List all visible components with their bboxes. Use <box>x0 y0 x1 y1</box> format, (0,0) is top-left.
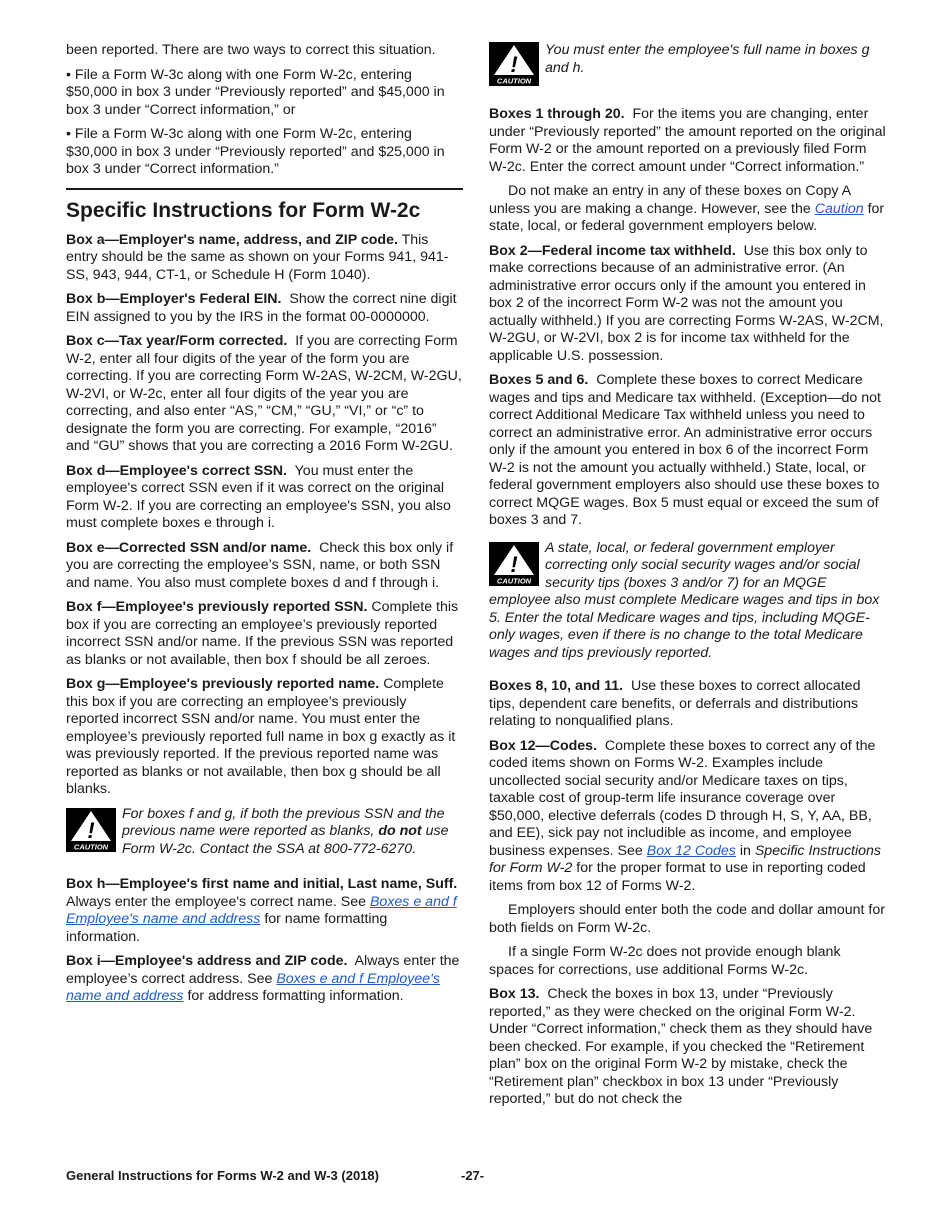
employers-paragraph: Employers should enter both the code and dollar amount for both fields on Form W-2c. <box>489 902 885 936</box>
section-heading: Specific Instructions for Form W-2c <box>66 198 421 222</box>
box-d-paragraph: Box d—Employee's correct SSN. You must enter the employee's correct SSN even if it was correct on the original Form W-2. If you are correcting an employee's SSN, you also must complete boxes e through i. <box>66 462 451 531</box>
right-column <box>489 42 886 1116</box>
box-2-paragraph: Box 2—Federal income tax withheld. Use this box only to make corrections because of an administrative error. (An administrative error occurs only if the amount you entered in box 2 of the incorrect Form W-2 was not the amount you actually withheld.) If you are correcting Forms W-2AS, W-2CM, W-2GU, or W-2VI, box 2 is for income tax withheld for the applicable U.S. possession. <box>489 242 884 364</box>
bullet-item: • File a Form W-3c along with one Form W-2c, entering $30,000 in box 3 under “Previously reported” and $25,000 in box 3 under “Correct information.” <box>66 126 445 177</box>
page-footer <box>66 1168 886 1183</box>
boxes-5-6-paragraph: Boxes 5 and 6. Complete these boxes to correct Medicare wages and tips and Medicare tax withheld. (Exception—do not correct Additional Medicare Tax withheld unless you need to correct an administrative error. An administrative error occurs only if the amount you entered in box 6 of the incorrect Form W-2 is not the amount you actually withheld.) State, local, or federal government employers also should use these boxes to correct MQGE wages. Box 5 must equal or exceed the sum of boxes 3 and 7. <box>489 372 881 528</box>
caution-note: ! CAUTION For boxes f and g, if both the previous SSN and the previous name were reported as blanks, do not use Form W-2c. Contact the SSA at 800-772-6270. <box>66 806 463 859</box>
svg-text:!: ! <box>510 52 518 77</box>
caution-icon <box>489 542 539 586</box>
caution-link[interactable]: Caution <box>814 200 864 217</box>
svg-text:CAUTION: CAUTION <box>73 842 109 851</box>
single-form-paragraph: If a single Form W-2c does not provide enough blank spaces for corrections, use additional Forms W-2c. <box>489 944 841 978</box>
box-a-paragraph: Box a—Employer's name, address, and ZIP code. This entry should be the same as shown on your Forms 941, 941-SS, 943, 944, CT-1, or Schedule H (Form 1040). <box>66 231 449 283</box>
svg-text:CAUTION: CAUTION <box>496 76 532 86</box>
caution-note: ! CAUTION You must enter the employee's full name in boxes g and h. <box>489 42 886 92</box>
svg-text:!: ! <box>510 551 518 577</box>
boxes-1-20-paragraph: Boxes 1 through 20. For the items you are changing, enter under “Previously reported” the amount reported on the original Form W-2 or the amount reported on a previously filed Form W-2c. Enter the correct amount under “Correct information.” <box>489 106 886 175</box>
caution-icon <box>489 42 539 86</box>
svg-text:CAUTION: CAUTION <box>496 576 532 585</box>
bullet-item: • File a Form W-3c along with one Form W-2c, entering $50,000 in box 3 under “Previously reported” and $45,000 in box 3 under “Correct information,” or <box>66 66 445 118</box>
box-13-paragraph: Box 13. Check the boxes in box 13, under “Previously reported,” as they were checked on the original Form W-2. Under “Correct information,” check them as they should have been checked. For example, if you checked the “Retirement plan” box on the original Form W-2 by mistake, check the “Retirement plan” checkbox in box 13 under “Previously reported,” but do not check the <box>489 986 873 1107</box>
box-c-paragraph: Box c—Tax year/Form corrected. If you are correcting Form W-2, enter all four digits of the year of the form you are correcting. If you are correcting Form W-2AS, W-2CM, W-2GU, W-2VI, or W-2c, enter all four digits of the year you are correcting, and also enter “AS,” “CM,” “GU,” “VI,” or “c” to designate the form you are correcting. For example, “2016” and “GU” shows that you are correcting a 2016 Form W-2GU. <box>66 333 462 454</box>
svg-text:!: ! <box>87 817 95 843</box>
no-entry-paragraph: Do not make an entry in any of these boxes on Copy A unless you are making a change. However, see the Caution for state, local, or federal government employers below. <box>489 183 885 234</box>
box-h-paragraph: Box h—Employee's first name and initial, Last name, Suff. Always enter the employee's correct name. See Boxes e and f Employee's name and address for name formatting information. <box>66 876 458 945</box>
left-column <box>66 42 463 1013</box>
boxes-8-10-11-paragraph: Boxes 8, 10, and 11. Use these boxes to correct allocated tips, dependent care benefits, or deferrals and distributions relating to nonqualified plans. <box>489 678 861 729</box>
footer-title: General Instructions for Forms W-2 and W-3 (2018) <box>66 1168 379 1183</box>
box-12-codes-link[interactable]: Box 12 Codes <box>646 842 736 859</box>
boxes-e-f-link[interactable]: Boxes e and f Employee's name and address <box>66 970 440 1004</box>
box-i-paragraph: Box i—Employee's address and ZIP code. Always enter the employee’s correct address. See Boxes e and f Employee's name and address for address formatting information. <box>66 953 460 1004</box>
box-f-paragraph: Box f—Employee's previously reported SSN. Complete this box if you are correcting an employee’s previously reported incorrect SSN and/or name. If the previous SSN was reported as blanks or not available, then box f should be all zeroes. <box>66 599 459 668</box>
box-b-paragraph: Box b—Employer's Federal EIN. Show the correct nine digit EIN assigned to you by the IRS in the format 00-0000000. <box>66 291 457 325</box>
page-number: -27- <box>461 1168 485 1183</box>
box-12-paragraph: Box 12—Codes. Complete these boxes to correct any of the coded items shown on Forms W-2. Examples include uncollected social security and/or Medicare taxes on tips, taxable cost of group-term life insurance coverage over $50,000, elective deferrals (codes D through H, S, Y, AA, BB, and EE), sick pay not includible as income, and employee business expenses. See Box 12 Codes in Specific Instructions for Form W-2 for the proper format to use in reporting coded items from box 12 of Forms W-2. <box>489 737 882 894</box>
caution-note: ! CAUTION A state, local, or federal government employer correcting only social security wages and/or social security tips (boxes 3 and/or 7) for an MQGE employee also must complete Medicare wages and tips in box 5. Enter the total Medicare wages and tips, including MQGE-only wages, even if there is no change to the total Medicare wages and tips previously reported. <box>489 539 880 661</box>
intro-text: been reported. There are two ways to correct this situation. <box>66 42 436 58</box>
boxes-e-f-link[interactable]: Boxes e and f Employee's name and address <box>66 893 457 927</box>
box-g-paragraph: Box g—Employee's previously reported name. Complete this box if you are correcting an employee’s previously reported incorrect SSN and/or name. You must enter the employee’s previously reported full name in box g exactly as it was previously reported. If the previous reported name was reported as blanks or not available, then box g should be all blanks. <box>66 676 456 797</box>
caution-icon <box>66 808 116 852</box>
box-e-paragraph: Box e—Corrected SSN and/or name. Check this box only if you are correcting the employee’s SSN, name, or both SSN and name. You also must complete boxes d and f through i. <box>66 539 454 591</box>
section-divider <box>66 188 463 190</box>
